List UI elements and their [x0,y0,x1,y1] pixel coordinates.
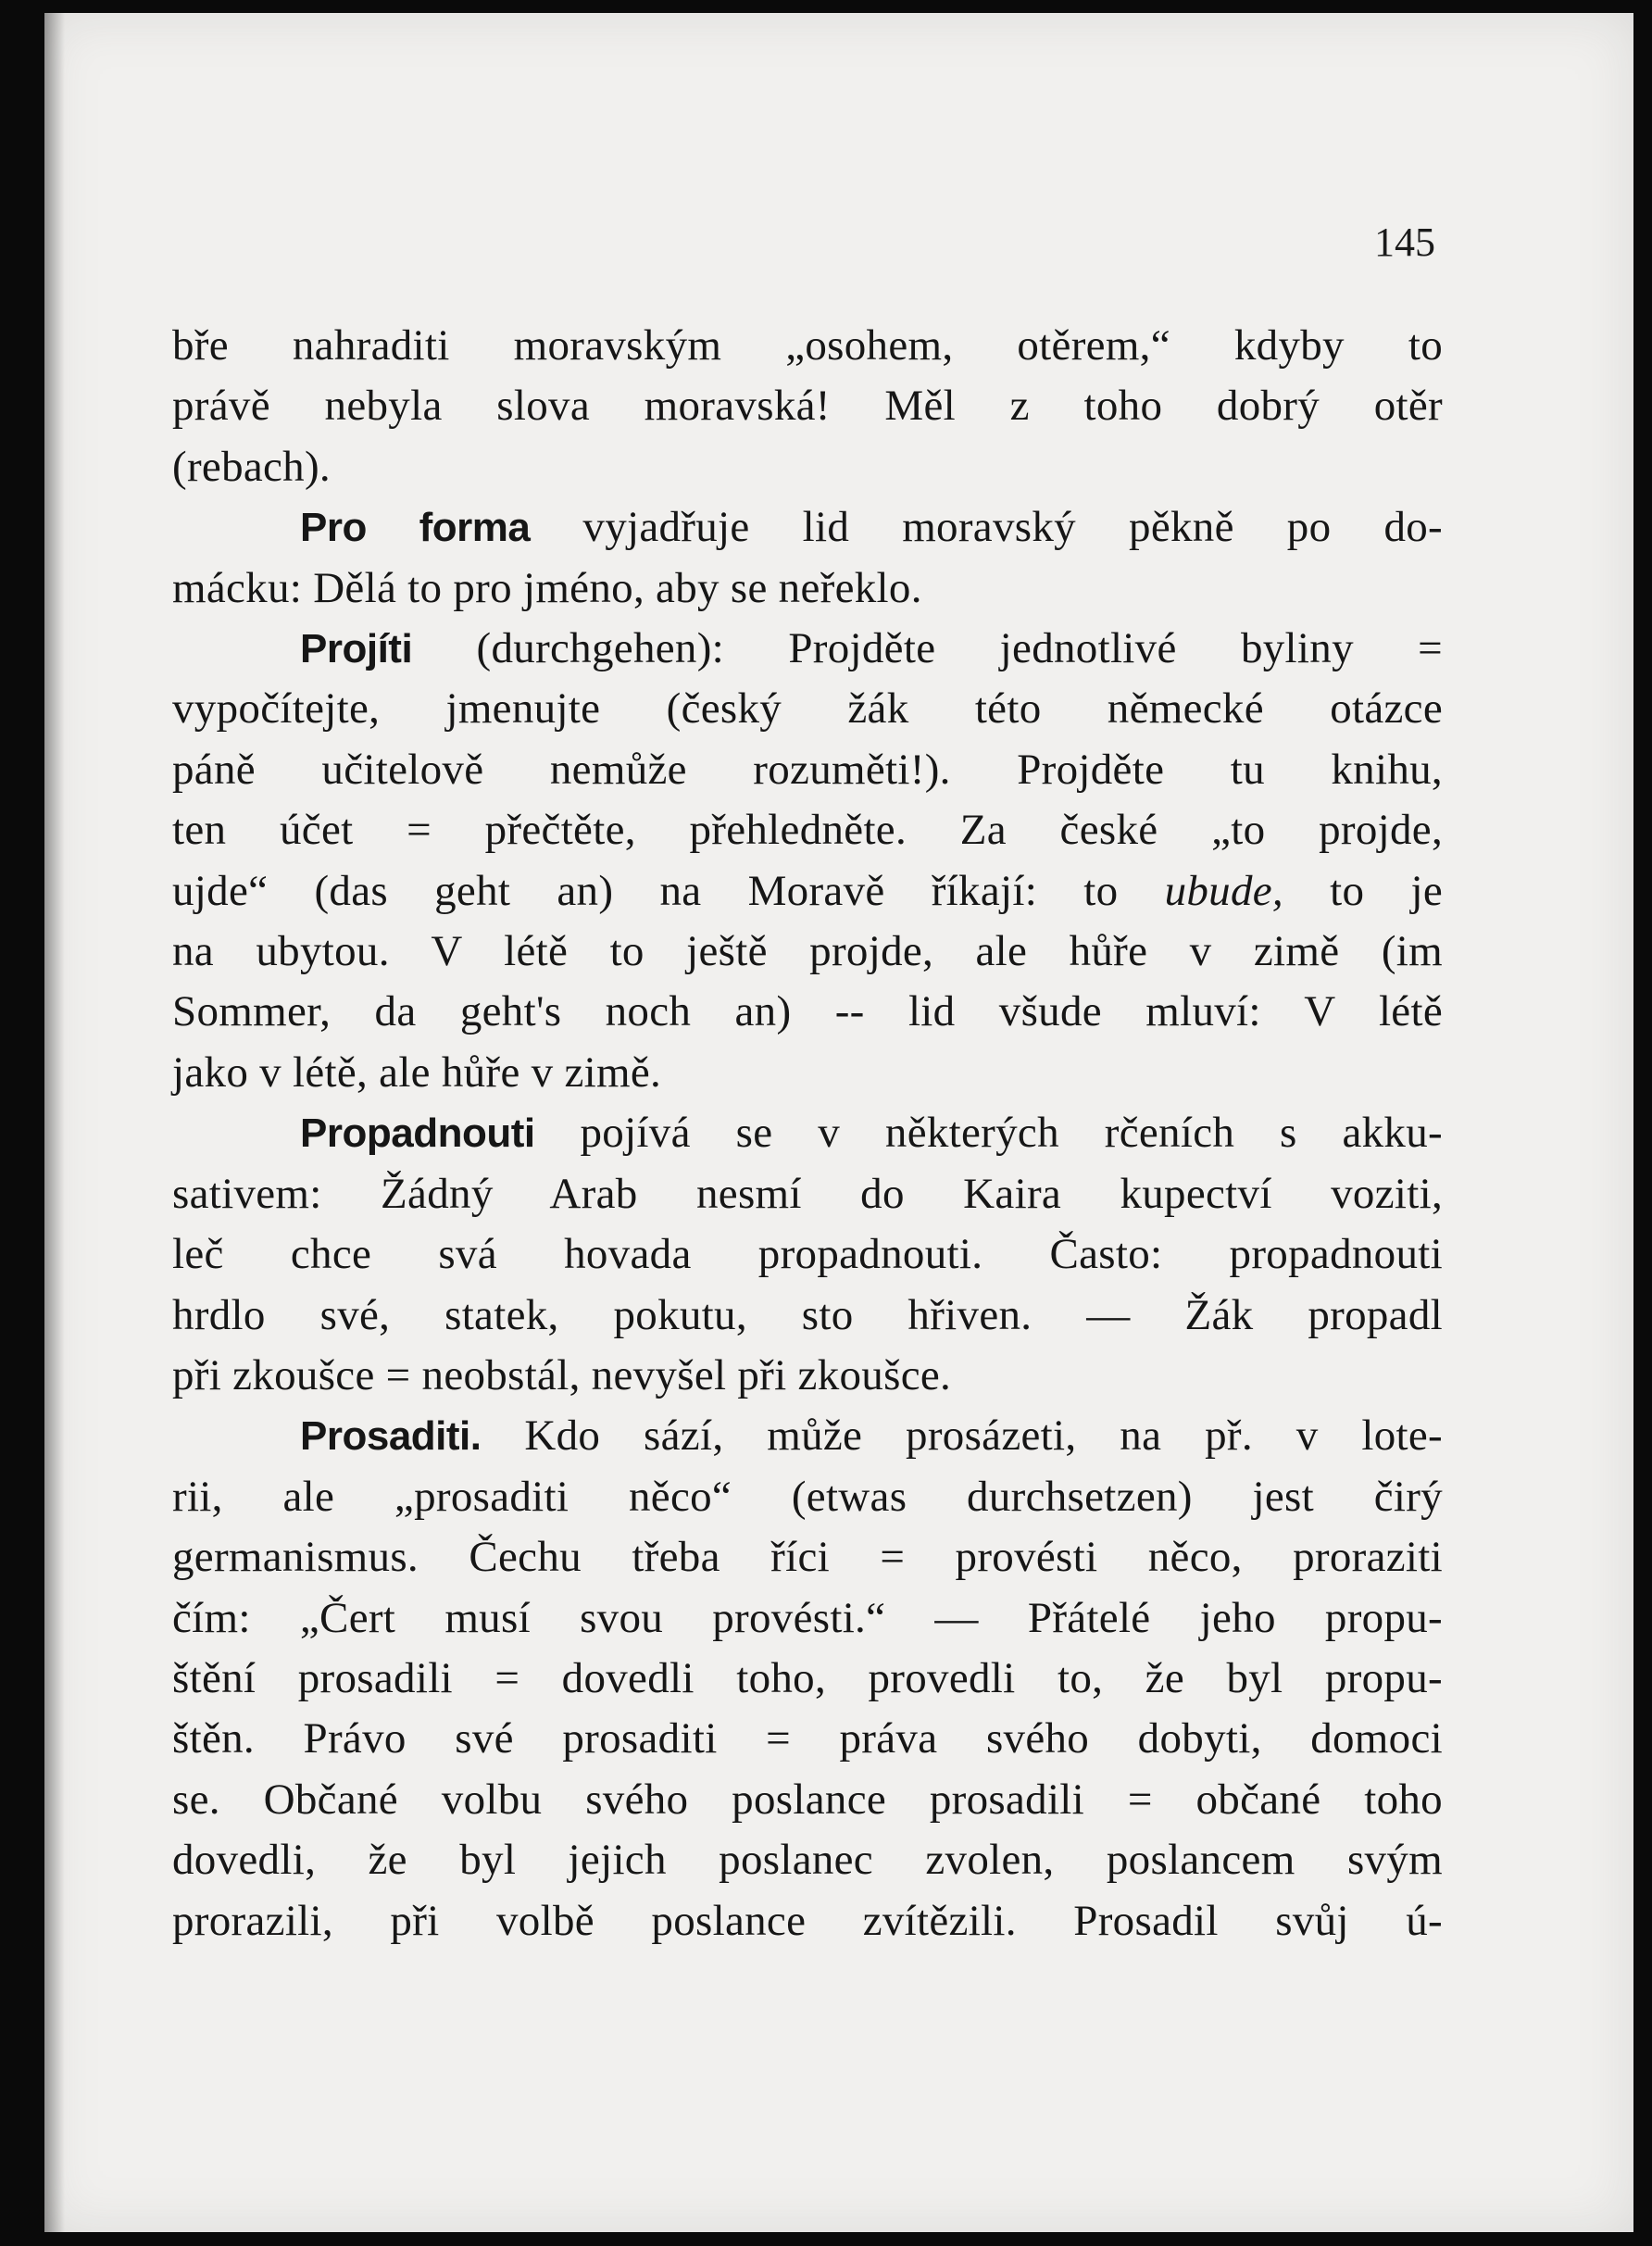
text-line: čím: „Čert musí svou provésti.“ — Přátelé jeho propu- [172,1593,1443,1642]
text-line: štěn. Právo své prosaditi = práva svého dobyti, domoci [172,1714,1443,1763]
text-line: bře nahraditi moravským „osohem, otěrem,“ kdyby to [172,321,1443,370]
text-line: (rebach). [172,442,331,491]
entry-text: Kdo sází, může prosázeti, na př. v lote- [524,1412,1443,1461]
text-line: Sommer, da geht's noch an) -- lid všude mluví: V létě [172,987,1443,1036]
text-line: právě nebyla slova moravská! Měl z toho dobrý otěr [172,382,1443,431]
text-line: germanismus. Čechu třeba říci = provésti něco, proraziti [172,1533,1443,1582]
text-line: ten účet = přečtěte, přehledněte. Za české „to projde, [172,806,1443,855]
text-line: leč chce svá hovada propadnouti. Často: propadnouti [172,1230,1443,1279]
book-page [44,13,1633,2232]
text-line: rii, ale „prosaditi něco“ (etwas durchsetzen) jest čirý [172,1472,1443,1521]
entry-text: vyjadřuje lid moravský pěkně po do- [582,503,1443,552]
text-line: hrdlo své, statek, pokutu, sto hřiven. — Žák propadl [172,1290,1443,1339]
text-fragment: ujde“ (das geht an) na Moravě říkají: to [172,866,1119,915]
spine-shadow [44,13,65,2232]
text-fragment: to je [1330,866,1443,915]
entry-text: (durchgehen): Projděte jednotlivé byliny = [476,624,1443,673]
text-line: páně učitelově nemůže rozuměti!). Projděte tu knihu, [172,745,1443,794]
text-line: jako v létě, ale hůře v zimě. [172,1048,662,1097]
entry-heading: Pro forma [300,505,531,551]
text-line: štění prosadili = dovedli toho, provedli to, že byl propu- [172,1653,1443,1702]
text-line: prorazili, při volbě poslance zvítězili. Prosadil svůj ú- [172,1896,1443,1945]
text-line: sativem: Žádný Arab nesmí do Kaira kupectví voziti, [172,1169,1443,1218]
page-text [172,316,1443,1951]
entry-line [172,497,1443,558]
page-number: 145 [1374,220,1435,265]
entry-line [172,619,1443,679]
text-line: se. Občané volbu svého poslance prosadili = občané toho [172,1775,1443,1824]
italic-word: ubude, [1164,866,1283,915]
entry-heading: Prosaditi. [300,1413,482,1460]
text-line: na ubytou. V létě to ještě projde, ale hůře v zimě (im [172,927,1443,976]
entry-text: pojívá se v některých rčeních s akku- [580,1109,1443,1158]
text-line: mácku: Dělá to pro jméno, aby se neřeklo. [172,563,922,612]
text-line: při zkoušce = neobstál, nevyšel při zkoušce. [172,1350,952,1399]
text-line [172,861,1443,922]
entry-heading: Projíti [300,626,413,672]
text-line: vypočítejte, jmenujte (český žák této německé otázce [172,684,1443,734]
entry-heading: Propadnouti [300,1110,535,1157]
entry-line [172,1103,1443,1163]
text-line: dovedli, že byl jejich poslanec zvolen, poslancem svým [172,1836,1443,1885]
entry-line [172,1406,1443,1466]
